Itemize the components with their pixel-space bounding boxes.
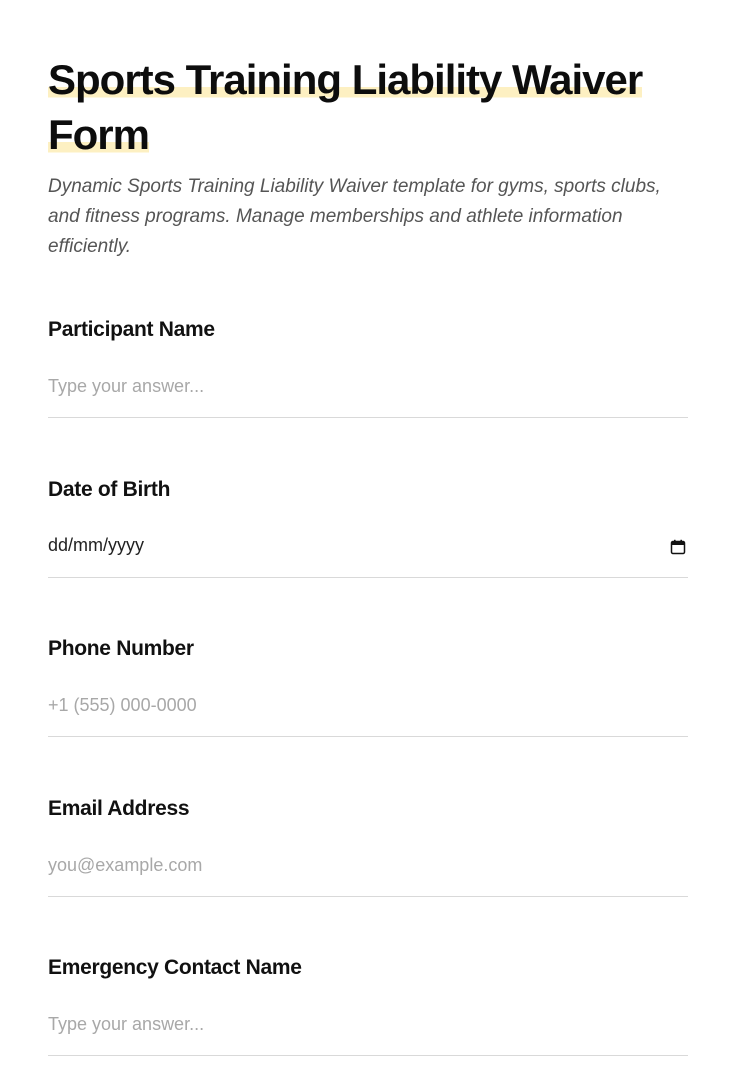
emergency-contact-name-label: Emergency Contact Name	[48, 956, 302, 979]
participant-name-field	[48, 316, 688, 418]
participant-name-input[interactable]	[48, 366, 688, 406]
phone-number-input[interactable]	[48, 685, 688, 725]
calendar-icon[interactable]	[670, 539, 686, 555]
waiver-form-page	[0, 52, 736, 1076]
phone-number-label: Phone Number	[48, 637, 194, 660]
date-of-birth-field	[48, 476, 688, 578]
email-address-input[interactable]	[48, 845, 688, 885]
participant-name-input-wrap	[48, 366, 688, 418]
form-description: Dynamic Sports Training Liability Waiver template for gyms, sports clubs, and fitness programs. Manage memberships and athlete information efficiently.	[48, 176, 661, 257]
phone-number-field	[48, 635, 688, 737]
email-address-input-wrap	[48, 845, 688, 897]
form-title-text: Sports Training Liability Waiver Form	[48, 56, 643, 158]
phone-number-input-wrap	[48, 685, 688, 737]
emergency-contact-name-field	[48, 954, 688, 1056]
date-of-birth-placeholder: dd/mm/yyyy	[48, 535, 145, 555]
emergency-contact-name-input-wrap	[48, 1004, 688, 1056]
form-title	[48, 52, 688, 162]
date-of-birth-label: Date of Birth	[48, 478, 171, 501]
email-address-label: Email Address	[48, 797, 190, 820]
emergency-contact-name-input[interactable]	[48, 1004, 688, 1044]
participant-name-label: Participant Name	[48, 318, 215, 341]
email-address-field	[48, 795, 688, 897]
date-of-birth-input[interactable]	[48, 526, 688, 578]
